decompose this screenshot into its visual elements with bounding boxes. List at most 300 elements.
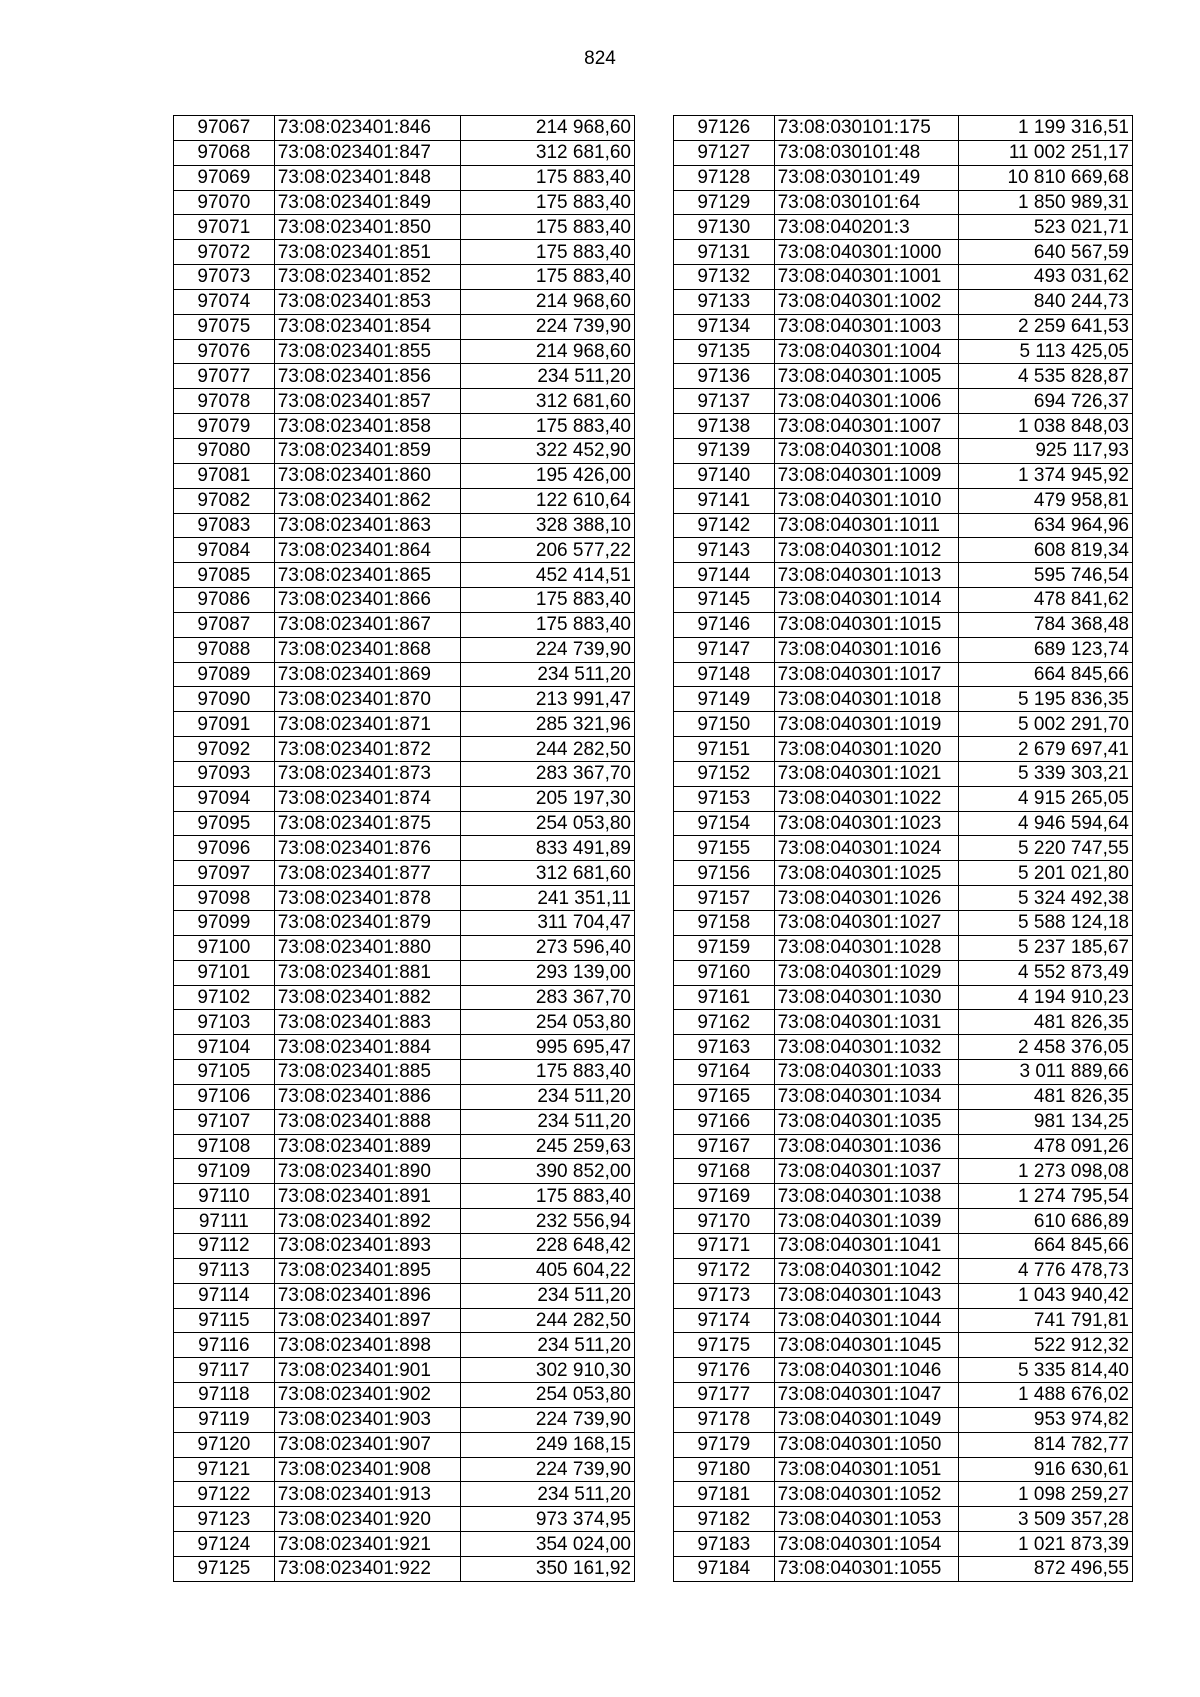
value-cell: 175 883,40	[460, 588, 634, 613]
table-row	[674, 786, 1133, 811]
value-cell: 741 791,81	[959, 1308, 1133, 1333]
row-number-cell: 97121	[174, 1457, 275, 1482]
value-cell: 2 259 641,53	[959, 314, 1133, 339]
value-cell: 214 968,60	[460, 339, 634, 364]
table-row	[674, 911, 1133, 936]
value-cell: 175 883,40	[460, 1060, 634, 1085]
table-row	[174, 861, 635, 886]
row-number-cell: 97184	[674, 1556, 775, 1581]
value-cell: 5 113 425,05	[959, 339, 1133, 364]
cadastral-number-cell: 73:08:040301:1047	[774, 1383, 959, 1408]
table-row	[174, 190, 635, 215]
cadastral-number-cell: 73:08:023401:889	[274, 1134, 460, 1159]
value-cell: 234 511,20	[460, 1109, 634, 1134]
cadastral-number-cell: 73:08:040301:1029	[774, 960, 959, 985]
value-cell: 175 883,40	[460, 190, 634, 215]
cadastral-number-cell: 73:08:023401:850	[274, 215, 460, 240]
value-cell: 224 739,90	[460, 637, 634, 662]
row-number-cell: 97071	[174, 215, 275, 240]
table-row	[674, 886, 1133, 911]
cadastral-number-cell: 73:08:023401:854	[274, 314, 460, 339]
row-number-cell: 97098	[174, 886, 275, 911]
row-number-cell: 97081	[174, 463, 275, 488]
cadastral-number-cell: 73:08:040301:1013	[774, 563, 959, 588]
value-cell: 1 488 676,02	[959, 1383, 1133, 1408]
table-row	[674, 985, 1133, 1010]
table-row	[674, 612, 1133, 637]
row-number-cell: 97079	[174, 414, 275, 439]
table-row	[174, 488, 635, 513]
table-row	[174, 364, 635, 389]
table-row	[174, 414, 635, 439]
row-number-cell: 97086	[174, 588, 275, 613]
cadastral-number-cell: 73:08:040301:1032	[774, 1035, 959, 1060]
table-row	[174, 712, 635, 737]
cadastral-number-cell: 73:08:023401:880	[274, 935, 460, 960]
value-cell: 4 535 828,87	[959, 364, 1133, 389]
row-number-cell: 97083	[174, 513, 275, 538]
cadastral-number-cell: 73:08:023401:901	[274, 1358, 460, 1383]
row-number-cell: 97175	[674, 1333, 775, 1358]
cadastral-number-cell: 73:08:040301:1016	[774, 637, 959, 662]
table-row	[674, 140, 1133, 165]
row-number-cell: 97080	[174, 438, 275, 463]
value-cell: 175 883,40	[460, 165, 634, 190]
table-row	[174, 1532, 635, 1557]
row-number-cell: 97130	[674, 215, 775, 240]
table-row	[674, 1209, 1133, 1234]
table-row	[174, 438, 635, 463]
cadastral-number-cell: 73:08:023401:892	[274, 1209, 460, 1234]
table-row	[174, 1060, 635, 1085]
row-number-cell: 97093	[174, 761, 275, 786]
table-row	[174, 1159, 635, 1184]
row-number-cell: 97139	[674, 438, 775, 463]
table-row	[174, 1556, 635, 1581]
value-cell: 981 134,25	[959, 1109, 1133, 1134]
row-number-cell: 97154	[674, 811, 775, 836]
cadastral-number-cell: 73:08:040301:1053	[774, 1507, 959, 1532]
table-row	[174, 637, 635, 662]
cadastral-number-cell: 73:08:023401:862	[274, 488, 460, 513]
cadastral-number-cell: 73:08:040301:1002	[774, 289, 959, 314]
value-cell: 213 991,47	[460, 687, 634, 712]
value-cell: 916 630,61	[959, 1457, 1133, 1482]
value-cell: 214 968,60	[460, 116, 634, 141]
cadastral-number-cell: 73:08:023401:846	[274, 116, 460, 141]
value-cell: 784 368,48	[959, 612, 1133, 637]
row-number-cell: 97118	[174, 1383, 275, 1408]
cadastral-number-cell: 73:08:023401:858	[274, 414, 460, 439]
value-cell: 478 091,26	[959, 1134, 1133, 1159]
value-cell: 175 883,40	[460, 414, 634, 439]
row-number-cell: 97180	[674, 1457, 775, 1482]
cadastral-number-cell: 73:08:040301:1010	[774, 488, 959, 513]
value-cell: 244 282,50	[460, 1308, 634, 1333]
table-row	[174, 1507, 635, 1532]
cadastral-number-cell: 73:08:040301:1049	[774, 1407, 959, 1432]
table-row	[174, 1358, 635, 1383]
row-number-cell: 97085	[174, 563, 275, 588]
cadastral-number-cell: 73:08:040301:1007	[774, 414, 959, 439]
row-number-cell: 97114	[174, 1283, 275, 1308]
row-number-cell: 97173	[674, 1283, 775, 1308]
table-row	[174, 886, 635, 911]
table-row	[674, 662, 1133, 687]
row-number-cell: 97107	[174, 1109, 275, 1134]
value-cell: 312 681,60	[460, 140, 634, 165]
row-number-cell: 97109	[174, 1159, 275, 1184]
row-number-cell: 97172	[674, 1258, 775, 1283]
table-row	[174, 563, 635, 588]
value-cell: 249 168,15	[460, 1432, 634, 1457]
table-row	[674, 1060, 1133, 1085]
table-row	[674, 1556, 1133, 1581]
value-cell: 1 274 795,54	[959, 1184, 1133, 1209]
value-cell: 664 845,66	[959, 662, 1133, 687]
cadastral-number-cell: 73:08:023401:882	[274, 985, 460, 1010]
cadastral-number-cell: 73:08:040301:1014	[774, 588, 959, 613]
cadastral-number-cell: 73:08:023401:885	[274, 1060, 460, 1085]
cadastral-number-cell: 73:08:040301:1036	[774, 1134, 959, 1159]
row-number-cell: 97182	[674, 1507, 775, 1532]
row-number-cell: 97168	[674, 1159, 775, 1184]
value-cell: 350 161,92	[460, 1556, 634, 1581]
row-number-cell: 97148	[674, 662, 775, 687]
table-row	[674, 314, 1133, 339]
table-row	[674, 1457, 1133, 1482]
table-row	[674, 1507, 1133, 1532]
table-row	[674, 1358, 1133, 1383]
cadastral-number-cell: 73:08:040301:1019	[774, 712, 959, 737]
cadastral-number-cell: 73:08:040301:1008	[774, 438, 959, 463]
cadastral-number-cell: 73:08:040301:1020	[774, 737, 959, 762]
cadastral-number-cell: 73:08:023401:875	[274, 811, 460, 836]
row-number-cell: 97125	[174, 1556, 275, 1581]
row-number-cell: 97072	[174, 240, 275, 265]
cadastral-number-cell: 73:08:040301:1006	[774, 389, 959, 414]
cadastral-number-cell: 73:08:023401:870	[274, 687, 460, 712]
table-row	[174, 389, 635, 414]
row-number-cell: 97089	[174, 662, 275, 687]
row-number-cell: 97138	[674, 414, 775, 439]
row-number-cell: 97152	[674, 761, 775, 786]
row-number-cell: 97174	[674, 1308, 775, 1333]
cadastral-number-cell: 73:08:030101:48	[774, 140, 959, 165]
value-cell: 995 695,47	[460, 1035, 634, 1060]
cadastral-number-cell: 73:08:040301:1012	[774, 538, 959, 563]
table-row	[674, 116, 1133, 141]
table-row	[674, 389, 1133, 414]
table-row	[674, 1159, 1133, 1184]
cadastral-number-cell: 73:08:023401:879	[274, 911, 460, 936]
cadastral-number-cell: 73:08:023401:865	[274, 563, 460, 588]
cadastral-number-cell: 73:08:023401:895	[274, 1258, 460, 1283]
row-number-cell: 97103	[174, 1010, 275, 1035]
cadastral-number-cell: 73:08:040301:1039	[774, 1209, 959, 1234]
cadastral-number-cell: 73:08:023401:864	[274, 538, 460, 563]
row-number-cell: 97082	[174, 488, 275, 513]
row-number-cell: 97165	[674, 1084, 775, 1109]
cadastral-number-cell: 73:08:023401:878	[274, 886, 460, 911]
row-number-cell: 97156	[674, 861, 775, 886]
table-row	[174, 960, 635, 985]
cadastral-number-cell: 73:08:040301:1017	[774, 662, 959, 687]
cadastral-number-cell: 73:08:040301:1022	[774, 786, 959, 811]
row-number-cell: 97091	[174, 712, 275, 737]
row-number-cell: 97116	[174, 1333, 275, 1358]
value-cell: 1 043 940,42	[959, 1283, 1133, 1308]
cadastral-number-cell: 73:08:023401:902	[274, 1383, 460, 1408]
row-number-cell: 97166	[674, 1109, 775, 1134]
table-row	[674, 1532, 1133, 1557]
table-row	[674, 215, 1133, 240]
row-number-cell: 97097	[174, 861, 275, 886]
cadastral-number-cell: 73:08:030101:64	[774, 190, 959, 215]
cadastral-number-cell: 73:08:040301:1015	[774, 612, 959, 637]
value-cell: 354 024,00	[460, 1532, 634, 1557]
table-row	[174, 836, 635, 861]
value-cell: 608 819,34	[959, 538, 1133, 563]
cadastral-number-cell: 73:08:040301:1027	[774, 911, 959, 936]
row-number-cell: 97067	[174, 116, 275, 141]
table-row	[174, 1333, 635, 1358]
value-cell: 234 511,20	[460, 1482, 634, 1507]
table-row	[674, 761, 1133, 786]
table-row	[674, 364, 1133, 389]
value-cell: 328 388,10	[460, 513, 634, 538]
table-row	[674, 1407, 1133, 1432]
table-row	[174, 1308, 635, 1333]
value-cell: 4 194 910,23	[959, 985, 1133, 1010]
value-cell: 5 339 303,21	[959, 761, 1133, 786]
row-number-cell: 97108	[174, 1134, 275, 1159]
row-number-cell: 97146	[674, 612, 775, 637]
row-number-cell: 97127	[674, 140, 775, 165]
table-row	[174, 935, 635, 960]
value-cell: 122 610,64	[460, 488, 634, 513]
cadastral-number-cell: 73:08:040301:1034	[774, 1084, 959, 1109]
page-number: 824	[584, 48, 616, 69]
cadastral-number-cell: 73:08:040301:1000	[774, 240, 959, 265]
cadastral-number-cell: 73:08:023401:884	[274, 1035, 460, 1060]
cadastral-number-cell: 73:08:023401:898	[274, 1333, 460, 1358]
row-number-cell: 97095	[174, 811, 275, 836]
row-number-cell: 97169	[674, 1184, 775, 1209]
cadastral-number-cell: 73:08:023401:873	[274, 761, 460, 786]
row-number-cell: 97178	[674, 1407, 775, 1432]
value-cell: 481 826,35	[959, 1010, 1133, 1035]
table-row	[174, 215, 635, 240]
row-number-cell: 97177	[674, 1383, 775, 1408]
value-cell: 5 220 747,55	[959, 836, 1133, 861]
table-row	[674, 414, 1133, 439]
cadastral-number-cell: 73:08:040301:1018	[774, 687, 959, 712]
cadastral-number-cell: 73:08:040301:1003	[774, 314, 959, 339]
table-row	[674, 240, 1133, 265]
table-row	[174, 1432, 635, 1457]
row-number-cell: 97158	[674, 911, 775, 936]
table-row	[674, 588, 1133, 613]
table-row	[674, 1233, 1133, 1258]
value-cell: 3 509 357,28	[959, 1507, 1133, 1532]
value-cell: 241 351,11	[460, 886, 634, 911]
row-number-cell: 97144	[674, 563, 775, 588]
value-cell: 390 852,00	[460, 1159, 634, 1184]
value-cell: 4 552 873,49	[959, 960, 1133, 985]
value-cell: 205 197,30	[460, 786, 634, 811]
value-cell: 254 053,80	[460, 1383, 634, 1408]
value-cell: 4 946 594,64	[959, 811, 1133, 836]
value-cell: 452 414,51	[460, 563, 634, 588]
cadastral-number-cell: 73:08:023401:883	[274, 1010, 460, 1035]
table-row	[674, 861, 1133, 886]
value-cell: 5 588 124,18	[959, 911, 1133, 936]
value-cell: 5 324 492,38	[959, 886, 1133, 911]
value-cell: 175 883,40	[460, 265, 634, 290]
cadastral-number-cell: 73:08:040301:1028	[774, 935, 959, 960]
row-number-cell: 97100	[174, 935, 275, 960]
table-row	[174, 463, 635, 488]
row-number-cell: 97073	[174, 265, 275, 290]
row-number-cell: 97134	[674, 314, 775, 339]
value-cell: 175 883,40	[460, 1184, 634, 1209]
value-cell: 405 604,22	[460, 1258, 634, 1283]
cadastral-number-cell: 73:08:023401:869	[274, 662, 460, 687]
value-cell: 634 964,96	[959, 513, 1133, 538]
table-row	[674, 836, 1133, 861]
row-number-cell: 97181	[674, 1482, 775, 1507]
value-cell: 814 782,77	[959, 1432, 1133, 1457]
table-row	[674, 339, 1133, 364]
cadastral-number-cell: 73:08:023401:891	[274, 1184, 460, 1209]
row-number-cell: 97183	[674, 1532, 775, 1557]
row-number-cell: 97131	[674, 240, 775, 265]
cadastral-number-cell: 73:08:040301:1043	[774, 1283, 959, 1308]
cadastral-number-cell: 73:08:040301:1005	[774, 364, 959, 389]
cadastral-number-cell: 73:08:040301:1038	[774, 1184, 959, 1209]
table-row	[174, 265, 635, 290]
cadastral-number-cell: 73:08:040301:1055	[774, 1556, 959, 1581]
table-row	[174, 662, 635, 687]
row-number-cell: 97167	[674, 1134, 775, 1159]
table-row	[674, 1383, 1133, 1408]
cadastral-number-cell: 73:08:023401:856	[274, 364, 460, 389]
table-row	[674, 637, 1133, 662]
table-row	[174, 339, 635, 364]
cadastral-number-cell: 73:08:040301:1025	[774, 861, 959, 886]
value-cell: 479 958,81	[959, 488, 1133, 513]
value-cell: 973 374,95	[460, 1507, 634, 1532]
row-number-cell: 97176	[674, 1358, 775, 1383]
value-cell: 1 850 989,31	[959, 190, 1133, 215]
cadastral-number-cell: 73:08:023401:860	[274, 463, 460, 488]
table-row	[174, 289, 635, 314]
row-number-cell: 97141	[674, 488, 775, 513]
value-cell: 640 567,59	[959, 240, 1133, 265]
table-row	[674, 1308, 1133, 1333]
table-row	[174, 786, 635, 811]
table-row	[174, 538, 635, 563]
table-row	[174, 1109, 635, 1134]
row-number-cell: 97145	[674, 588, 775, 613]
value-cell: 5 237 185,67	[959, 935, 1133, 960]
value-cell: 522 912,32	[959, 1333, 1133, 1358]
cadastral-number-cell: 73:08:030101:49	[774, 165, 959, 190]
cadastral-number-cell: 73:08:023401:890	[274, 1159, 460, 1184]
table-row	[674, 712, 1133, 737]
row-number-cell: 97087	[174, 612, 275, 637]
value-cell: 11 002 251,17	[959, 140, 1133, 165]
table-row	[174, 116, 635, 141]
row-number-cell: 97136	[674, 364, 775, 389]
row-number-cell: 97111	[174, 1209, 275, 1234]
row-number-cell: 97075	[174, 314, 275, 339]
value-cell: 953 974,82	[959, 1407, 1133, 1432]
table-row	[174, 1134, 635, 1159]
row-number-cell: 97068	[174, 140, 275, 165]
table-row	[174, 1184, 635, 1209]
value-cell: 234 511,20	[460, 1283, 634, 1308]
value-cell: 493 031,62	[959, 265, 1133, 290]
table-row	[174, 140, 635, 165]
value-cell: 312 681,60	[460, 389, 634, 414]
value-cell: 283 367,70	[460, 761, 634, 786]
cadastral-number-cell: 73:08:023401:886	[274, 1084, 460, 1109]
value-cell: 234 511,20	[460, 1084, 634, 1109]
table-row	[674, 190, 1133, 215]
cadastral-number-cell: 73:08:040301:1004	[774, 339, 959, 364]
row-number-cell: 97155	[674, 836, 775, 861]
row-number-cell: 97119	[174, 1407, 275, 1432]
table-row	[174, 240, 635, 265]
row-number-cell: 97137	[674, 389, 775, 414]
row-number-cell: 97099	[174, 911, 275, 936]
row-number-cell: 97078	[174, 389, 275, 414]
table-row	[674, 737, 1133, 762]
table-row	[674, 1010, 1133, 1035]
cadastral-number-cell: 73:08:023401:888	[274, 1109, 460, 1134]
row-number-cell: 97101	[174, 960, 275, 985]
table-right	[673, 115, 1133, 1582]
value-cell: 206 577,22	[460, 538, 634, 563]
cadastral-number-cell: 73:08:040301:1030	[774, 985, 959, 1010]
cadastral-number-cell: 73:08:023401:849	[274, 190, 460, 215]
table-row	[674, 935, 1133, 960]
value-cell: 273 596,40	[460, 935, 634, 960]
value-cell: 224 739,90	[460, 1407, 634, 1432]
table-row	[174, 314, 635, 339]
cadastral-number-cell: 73:08:040301:1054	[774, 1532, 959, 1557]
value-cell: 232 556,94	[460, 1209, 634, 1234]
row-number-cell: 97076	[174, 339, 275, 364]
table-row	[174, 1233, 635, 1258]
cadastral-number-cell: 73:08:023401:872	[274, 737, 460, 762]
cadastral-number-cell: 73:08:023401:876	[274, 836, 460, 861]
cadastral-number-cell: 73:08:040301:1051	[774, 1457, 959, 1482]
value-cell: 5 201 021,80	[959, 861, 1133, 886]
value-cell: 610 686,89	[959, 1209, 1133, 1234]
value-cell: 234 511,20	[460, 662, 634, 687]
row-number-cell: 97149	[674, 687, 775, 712]
row-number-cell: 97088	[174, 637, 275, 662]
cadastral-number-cell: 73:08:023401:848	[274, 165, 460, 190]
row-number-cell: 97124	[174, 1532, 275, 1557]
table-row	[674, 265, 1133, 290]
cadastral-number-cell: 73:08:023401:913	[274, 1482, 460, 1507]
row-number-cell: 97084	[174, 538, 275, 563]
table-row	[174, 1010, 635, 1035]
